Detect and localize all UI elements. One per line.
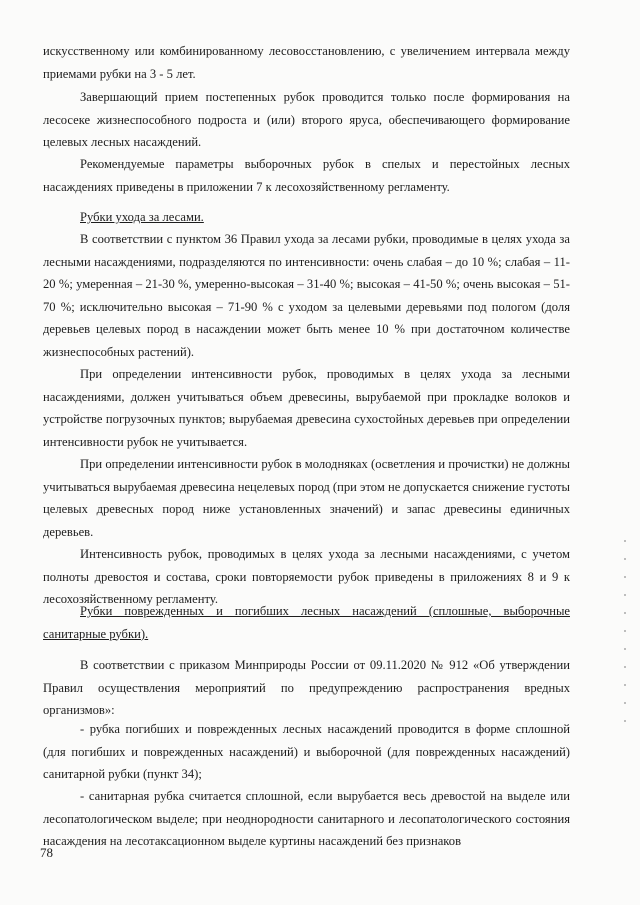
list-item-form-of-felling: - рубка погибших и поврежденных лесных насаждений проводится в форме сплошной (для погибших и поврежденных насаждений) и выборочной (для поврежденных насаждений) санитарной рубки (пункт 34); bbox=[43, 722, 570, 782]
paragraph-order-912: В соответствии с приказом Минприроды России от 09.11.2020 № 912 «Об утверждении Правил осуществления мероприятий по предупреждению распространения вредных организмов»: bbox=[43, 658, 570, 718]
paragraph-final-stage: Завершающий прием постепенных рубок проводится только после формирования на лесосеке жизнеспособного подроста и (или) второго яруса, обеспечивающего формирование целевых лесных насаждений. bbox=[43, 90, 570, 150]
paragraph-young-stands: При определении интенсивности рубок в молодняках (осветления и прочистки) не должны учитываться вырубаемая древесина нецелевых пород (при этом не допускается снижение густоты целевых древесных пород ниже установленных значений) и запас древесины единичных деревьев. bbox=[43, 457, 570, 539]
paragraph-recommended-params: Рекомендуемые параметры выборочных рубок в спелых и перестойных лесных насаждениях приведены в приложении 7 к лесохозяйственному регламенту. bbox=[43, 157, 570, 194]
paragraph-intensity-classes: В соответствии с пунктом 36 Правил ухода за лесами рубки, проводимые в целях ухода за лесными насаждениями, подразделяются по интенсивности: очень слабая – до 10 %; слабая – 11-20 %; умеренная – 21-30 %, умеренно-высокая – 31-40 %; высокая – 41-50 %; очень высокая – 51-70 %; исключительно высокая – 71-90 % с уходом за целевыми деревьями под пологом (доля деревьев целевых пород в насаждении может быть менее 10 % при достаточном количестве жизнеспособных растений). bbox=[43, 232, 570, 359]
paragraph-appendices: Интенсивность рубок, проводимых в целях ухода за лесными насаждениями, с учетом полноты древостоя и состава, сроки повторяемости рубок приведены в приложениях 8 и 9 к лесохозяйственному регламенту. bbox=[43, 547, 570, 607]
list-item-clear-felling: - санитарная рубка считается сплошной, если вырубается весь древостой на выделе или лесопатологическом выделе; при неоднородности санитарного и лесопатологического состояния насаждения на лесотаксационном выделе куртины насаждений без признаков bbox=[43, 789, 570, 849]
section-heading-thinning: Рубки ухода за лесами. bbox=[80, 210, 204, 224]
paragraph-continuation: искусственному или комбинированному лесовосстановлению, с увеличением интервала между приемами рубки на 3 - 5 лет. bbox=[43, 44, 570, 81]
page-number: 78 bbox=[40, 845, 53, 860]
section-heading-sanitary: Рубки поврежденных и погибших лесных насаждений (сплошные, выборочные санитарные рубки). bbox=[43, 604, 570, 641]
scan-margin-marks bbox=[624, 540, 628, 780]
paragraph-intensity-volume: При определении интенсивности рубок, проводимых в целях ухода за лесными насаждениями, должен учитываться объем древесины, вырубаемой при прокладке волоков и устройстве погрузочных пунктов; вырубаемая древесина сухостойных деревьев при определении интенсивности рубок не учитывается. bbox=[43, 367, 570, 449]
